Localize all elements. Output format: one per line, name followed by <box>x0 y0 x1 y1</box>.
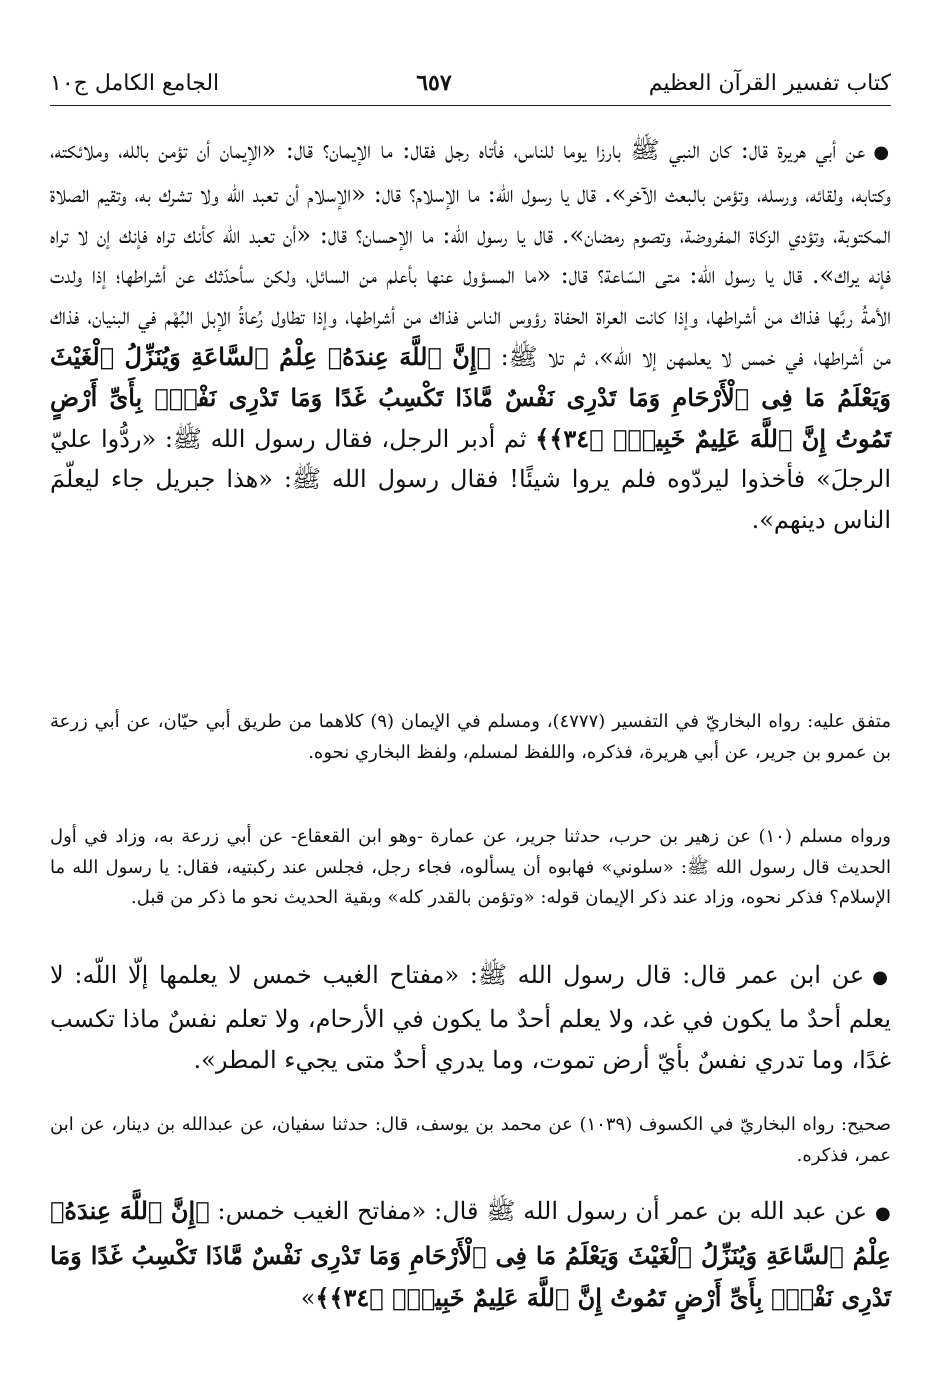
hadith-paragraph <box>50 1190 891 1320</box>
hadith-paragraph <box>50 955 891 1080</box>
hadith-text: عن أبي هريرة قال: كان النبي ﷺ بارزا يوما للناس، فأتاه رجل فقال: ما الإيمان؟ قال: «الإيمان أن تؤمن بالله، وملائكته، وكتابه، ولقائه، ورسله، وتؤمن بالبعث الآخر». قال يا رسول الله: ما الإسلام؟ قال: «الإسلام أن تعبد الله ولا تشرك به، وتقيم الصلاة المكتوبة، وتؤدي الزكاة المفروضة، وتصوم رمضان». قال يا رسول الله: ما الإحسان؟ قال: «أن تعبد الله كأنك تراه فإنك إن لا تراه فإنه يراك». قال يا رسول الله: متى السّاعة؟ قال: «ما المسؤول عنها بأعلم من السائل، ولكن سأحدّثك عن أشراطها؛ إذا ولدت الأمةُ ربَّها فذاك من أشراطها، وإذا كانت العراة الحفاة رؤوس الناس فذاك من أشراطها، وإذا تطاول رُعاةُ الإبل البُهْم في البنيان، فذاك من أشراطها، في خمس لا يعلمهن إلا الله»، ثم تلا ﷺ: <box>50 136 892 371</box>
takhrij-note: صحيح: رواه البخاريّ في الكسوف (١٠٣٩) عن محمد بن يوسف، قال: حدثنا سفيان، عن عبدالله بن دينار، عن ابن عمر، فذكره. <box>50 1114 891 1166</box>
volume-title: الجامع الكامل ج١٠ <box>50 70 220 96</box>
hadith-text: عن ابن عمر قال: قال رسول الله ﷺ: «مفتاح الغيب خمس لا يعلمها إلّا اللّه: لا يعلم أحدٌ ما يكون في غد، ولا يعلم أحدٌ ما يكون في الأرحام، ولا تعلم نفسٌ ماذا تكسب غدًا، وما تدري نفسٌ بأيّ أرض تموت، وما يدري أحدٌ متى يجيء المطر». <box>50 961 891 1074</box>
header-rule <box>50 105 891 106</box>
quran-verse: ﴿إِنَّ ٱللَّهَ عِندَهُۥ عِلْمُ ٱلسَّاعَةِ وَيُنَزِّلُ ٱلْغَيْثَ وَيَعْلَمُ مَا فِى ٱلْأَرْحَامِ وَمَا تَدْرِى نَفْسٌ مَّاذَا تَكْسِبُ غَدًا وَمَا تَدْرِى نَفْسٌۢ بِأَىِّ أَرْضٍ تَمُوتُ إِنَّ ٱللَّهَ عَلِيمٌ خَبِيرٌۢ ﴿٣٤﴾﴾ <box>50 341 892 453</box>
hadith-ending: » <box>300 1284 316 1312</box>
page-header <box>50 68 891 98</box>
takhrij-note: متفق عليه: رواه البخاريّ في التفسير (٤٧٧٧)، ومسلم في الإيمان (٩) كلاهما من طريق أبي حيّان، عن أبي زرعة بن عمرو بن جرير، عن أبي هريرة، فذكره، واللفظ لمسلم، ولفظ البخاري نحوه. <box>50 711 891 763</box>
book-section-title: كتاب تفسير القرآن العظيم <box>648 70 891 96</box>
quran-verse: ﴿إِنَّ ٱللَّهَ عِندَهُۥ عِلْمُ ٱلسَّاعَةِ وَيُنَزِّلُ ٱلْغَيْثَ وَيَعْلَمُ مَا فِى ٱلْأَرْحَامِ وَمَا تَدْرِى نَفْسٌ مَّاذَا تَكْسِبُ غَدًا وَمَا تَدْرِى نَفْسٌۢ بِأَىِّ أَرْضٍ تَمُوتُ إِنَّ ٱللَّهَ عَلِيمٌ خَبِيرٌۢ ﴿٣٤﴾﴾ <box>50 1196 891 1312</box>
hadith-paragraph <box>50 130 891 541</box>
bullet-icon: ● <box>873 142 891 163</box>
takhrij-note: ورواه مسلم (١٠) عن زهير بن حرب، حدثنا جرير، عن عمارة -وهو ابن القعقاع- عن أبي زرعة به، وزاد في أول الحديث قال رسول الله ﷺ: «سلوني» فهابوه أن يسألوه، فجاء رجل، فجلس عند ركبتيه، فقال: يا رسول الله ما الإسلام؟ فذكر نحوه، وزاد عند ذكر الإيمان قوله: «وتؤمن بالقدر كله» وبقية الحديث نحو ما ذكر من قبل. <box>50 826 891 908</box>
page-number: ٦٥٧ <box>416 70 452 96</box>
hadith-text: عن عبد الله بن عمر أن رسول الله ﷺ قال: «مفاتح الغيب خمس: <box>209 1197 868 1225</box>
bullet-icon: ● <box>875 1203 891 1224</box>
bullet-icon: ● <box>872 967 891 988</box>
hadith-ending: ثم أدبر الرجل، فقال رسول الله ﷺ: «ردُّوا عليّ الرجلَ» فأخذوا ليردّوه فلم يروا شيئًا! فقال رسول الله ﷺ: «هذا جبريل جاء ليعلّمَ الناس دينهم». <box>50 424 891 535</box>
